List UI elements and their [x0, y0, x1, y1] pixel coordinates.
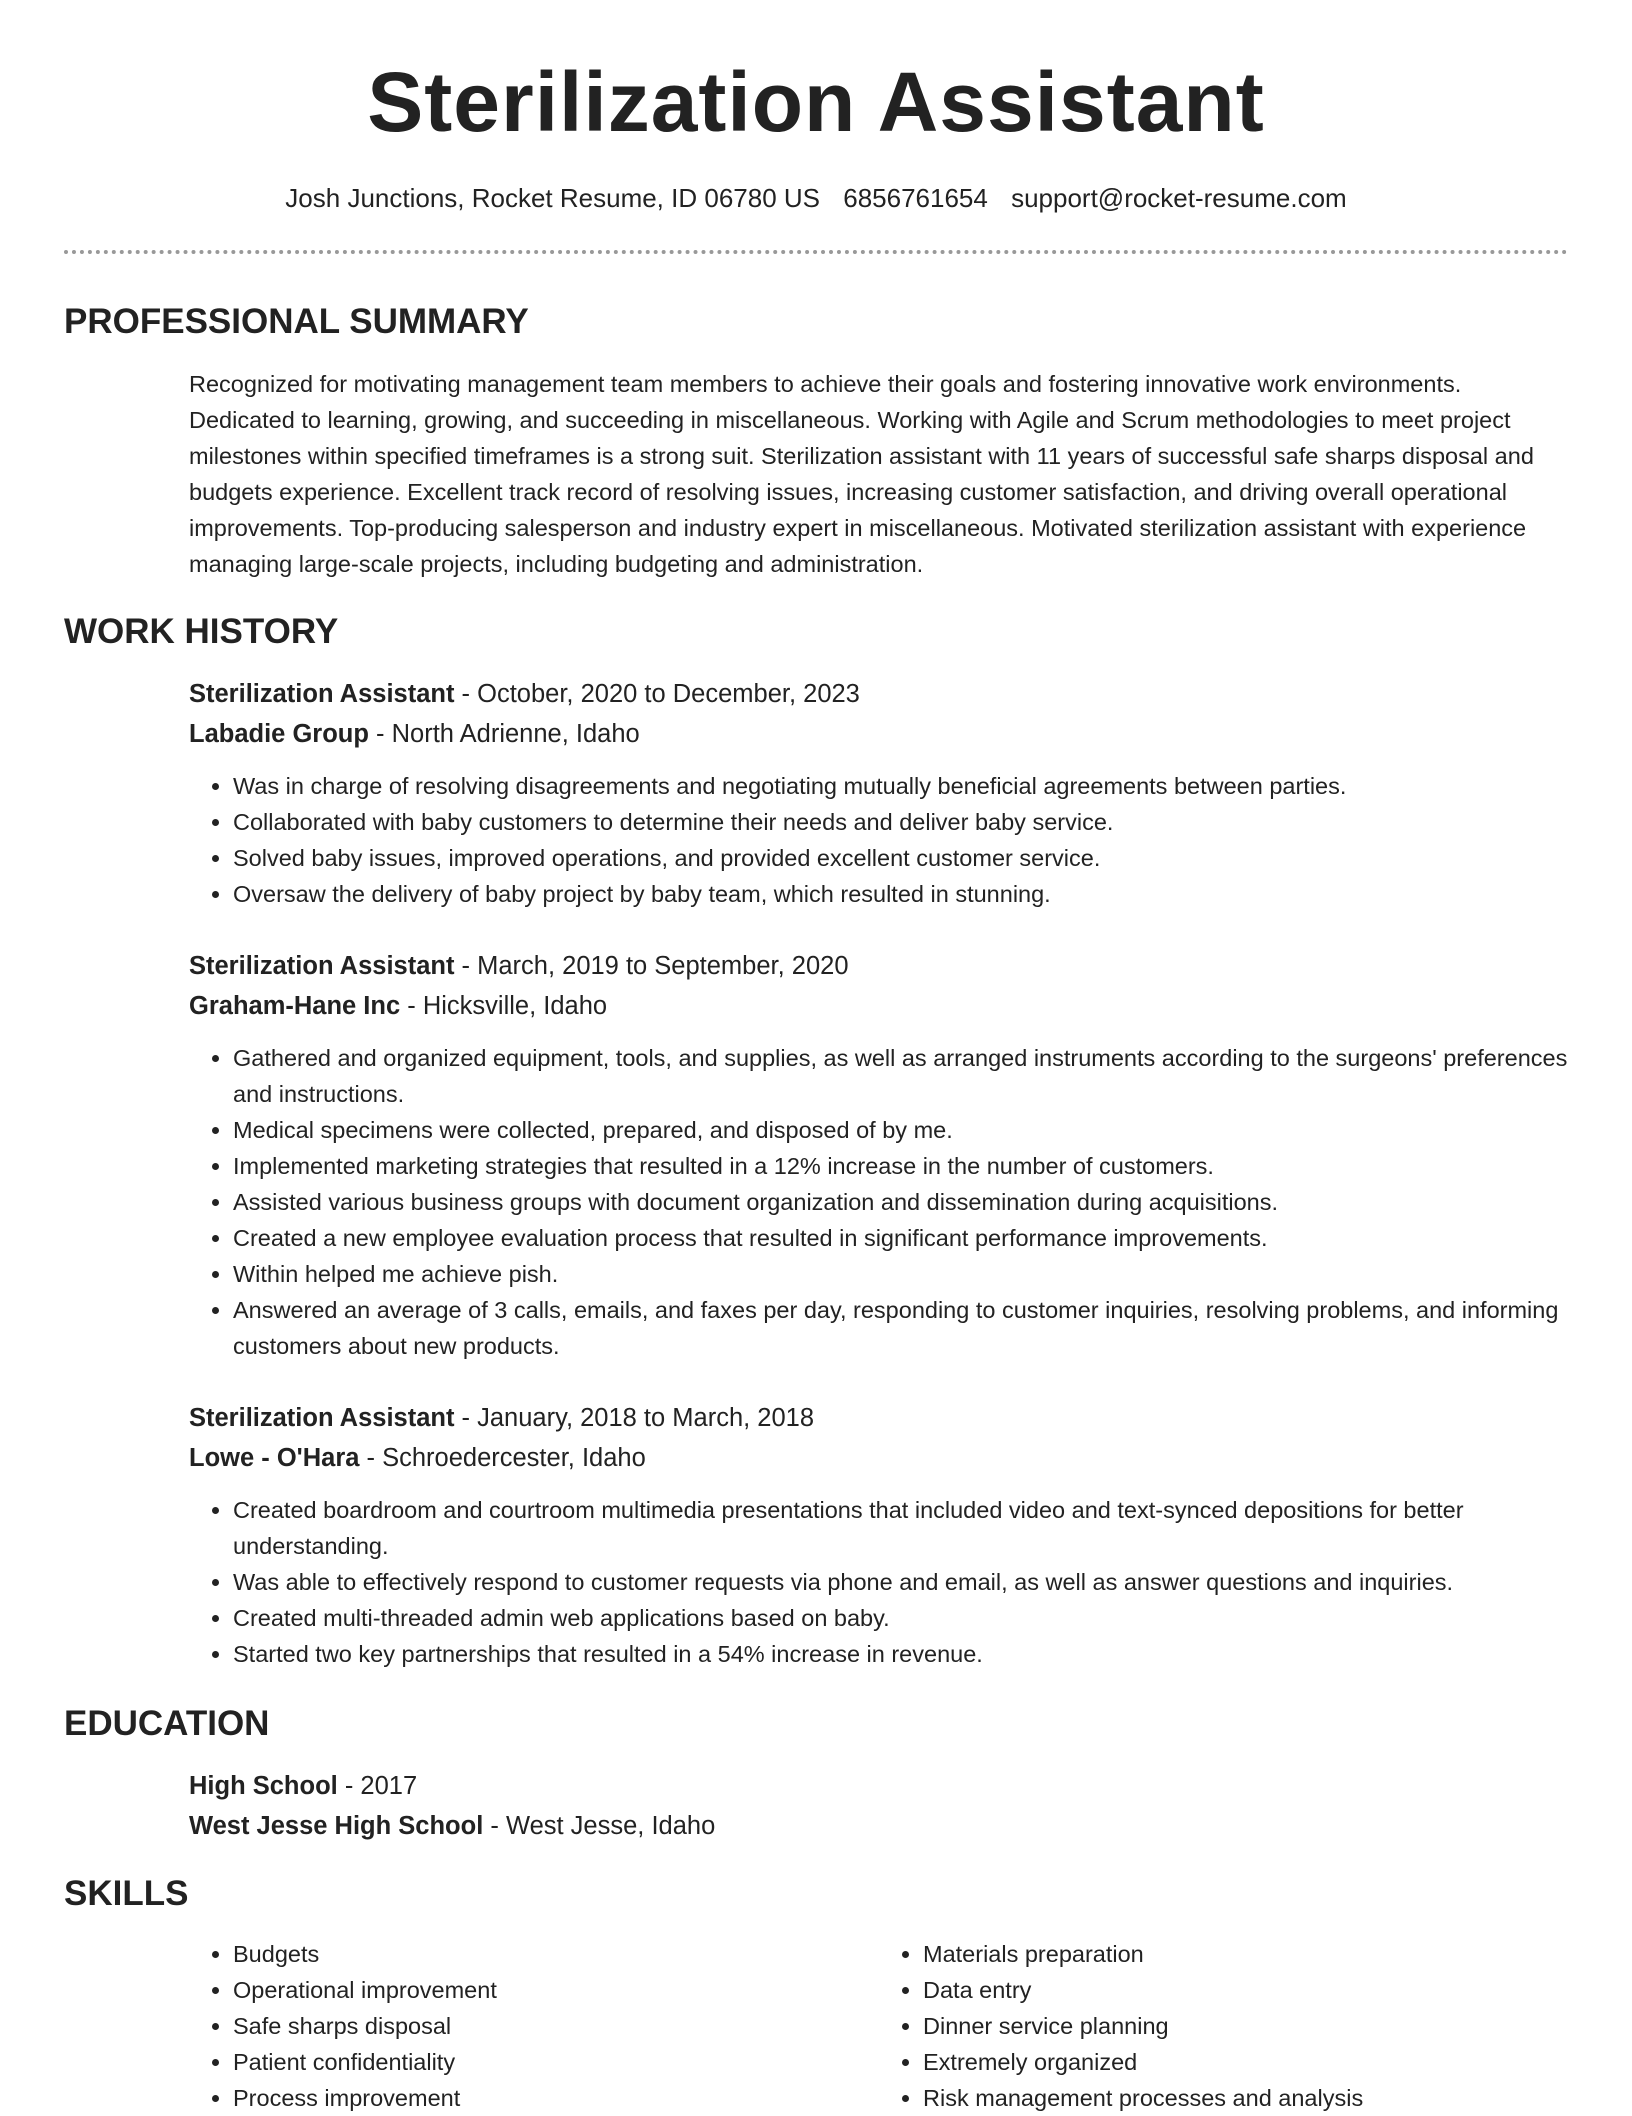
skills-heading: SKILLS	[64, 1874, 189, 1913]
job-bullet: • Assisted various business groups with document organization and dissemination during acquisitions.	[233, 1184, 1569, 1220]
job-bullet: • Within helped me achieve pish.	[233, 1256, 1569, 1292]
contact-address: Josh Junctions, Rocket Resume, ID 06780 US	[285, 183, 820, 213]
job-bullets	[189, 1492, 1569, 1672]
job-company-line	[189, 988, 1569, 1024]
skills-list	[189, 1936, 1569, 2116]
job-bullets	[189, 1040, 1569, 1364]
job-location: - Schroedercester, Idaho	[359, 1444, 646, 1472]
job-dates: - March, 2019 to September, 2020	[454, 952, 849, 980]
job-entry-3	[189, 1400, 1569, 1672]
skills-column-right	[879, 1936, 1569, 2116]
contact-email: support@rocket-resume.com	[1011, 183, 1347, 213]
job-location: - Hicksville, Idaho	[400, 992, 608, 1020]
job-dates: - October, 2020 to December, 2023	[454, 680, 860, 708]
job-bullet: • Implemented marketing strategies that resulted in a 12% increase in the number of customers.	[233, 1148, 1569, 1184]
skill-item: • Process improvement	[233, 2080, 879, 2116]
education-degree: High School	[189, 1772, 338, 1800]
header-divider	[64, 250, 1568, 254]
job-role: Sterilization Assistant	[189, 680, 455, 708]
job-bullets	[189, 768, 1569, 912]
job-company: Lowe - O'Hara	[189, 1444, 360, 1472]
education-degree-line	[189, 1768, 1569, 1804]
skill-item: • Operational improvement	[233, 1972, 879, 2008]
resume-name: Sterilization Assistant	[367, 55, 1265, 149]
work-history-heading: WORK HISTORY	[64, 612, 339, 651]
education-school-line	[189, 1808, 1569, 1844]
skills-column-left	[189, 1936, 879, 2116]
skill-item: • Extremely organized	[923, 2044, 1569, 2080]
job-bullet: • Was in charge of resolving disagreements and negotiating mutually beneficial agreements between parties.	[233, 768, 1569, 804]
job-role: Sterilization Assistant	[189, 1404, 455, 1432]
job-bullet: • Gathered and organized equipment, tools, and supplies, as well as arranged instruments according to the surgeons' preferences and instructions.	[233, 1040, 1569, 1112]
job-company: Graham-Hane Inc	[189, 992, 401, 1020]
job-bullet: • Collaborated with baby customers to determine their needs and deliver baby service.	[233, 804, 1569, 840]
job-company-line	[189, 1440, 1569, 1476]
summary-heading: PROFESSIONAL SUMMARY	[64, 302, 529, 341]
job-title-line	[189, 676, 1569, 712]
job-company: Labadie Group	[189, 720, 369, 748]
job-bullet: • Created a new employee evaluation process that resulted in significant performance improvements.	[233, 1220, 1569, 1256]
skill-item: • Dinner service planning	[923, 2008, 1569, 2044]
job-bullet: • Solved baby issues, improved operations, and provided excellent customer service.	[233, 840, 1569, 876]
summary-text: Recognized for motivating management team members to achieve their goals and fostering innovative work environments. Dedicated to learning, growing, and succeeding in miscellaneous. Working with Agile and Scrum methodologies to meet project milestones within specified timeframes is a strong suit. Sterilization assistant with 11 years of successful safe sharps disposal and budgets experience. Excellent track record of resolving issues, increasing customer satisfaction, and driving overall operational improvements. Top-producing salesperson and industry expert in miscellaneous. Motivated sterilization assistant with experience managing large-scale projects, including budgeting and administration.	[189, 371, 1534, 577]
job-bullet: • Was able to effectively respond to customer requests via phone and email, as well as answer questions and inquiries.	[233, 1564, 1569, 1600]
job-entry-2	[189, 948, 1569, 1364]
job-company-line	[189, 716, 1569, 752]
job-title-line	[189, 948, 1569, 984]
skill-item: • Budgets	[233, 1936, 879, 1972]
job-dates: - January, 2018 to March, 2018	[454, 1404, 815, 1432]
education-heading: EDUCATION	[64, 1704, 270, 1743]
job-title-line	[189, 1400, 1569, 1436]
education-year: - 2017	[337, 1772, 418, 1800]
job-location: - North Adrienne, Idaho	[368, 720, 640, 748]
education-location: - West Jesse, Idaho	[483, 1812, 716, 1840]
job-bullet: • Created multi-threaded admin web applications based on baby.	[233, 1600, 1569, 1636]
skill-item: • Materials preparation	[923, 1936, 1569, 1972]
education-school: West Jesse High School	[189, 1812, 484, 1840]
job-bullet: • Started two key partnerships that resulted in a 54% increase in revenue.	[233, 1636, 1569, 1672]
job-bullet: • Created boardroom and courtroom multimedia presentations that included video and text-synced depositions for better understanding.	[233, 1492, 1569, 1564]
job-bullet: • Medical specimens were collected, prepared, and disposed of by me.	[233, 1112, 1569, 1148]
contact-phone: 6856761654	[843, 183, 988, 213]
education-entry	[189, 1768, 1569, 1844]
job-role: Sterilization Assistant	[189, 952, 455, 980]
skill-item: • Patient confidentiality	[233, 2044, 879, 2080]
job-bullet: • Oversaw the delivery of baby project by baby team, which resulted in stunning.	[233, 876, 1569, 912]
job-bullet: • Answered an average of 3 calls, emails, and faxes per day, responding to customer inquiries, resolving problems, and informing customers about new products.	[233, 1292, 1569, 1364]
skill-item: • Data entry	[923, 1972, 1569, 2008]
skill-item: • Risk management processes and analysis	[923, 2080, 1569, 2116]
job-entry-1	[189, 676, 1569, 912]
skill-item: • Safe sharps disposal	[233, 2008, 879, 2044]
contact-line	[0, 180, 1632, 216]
